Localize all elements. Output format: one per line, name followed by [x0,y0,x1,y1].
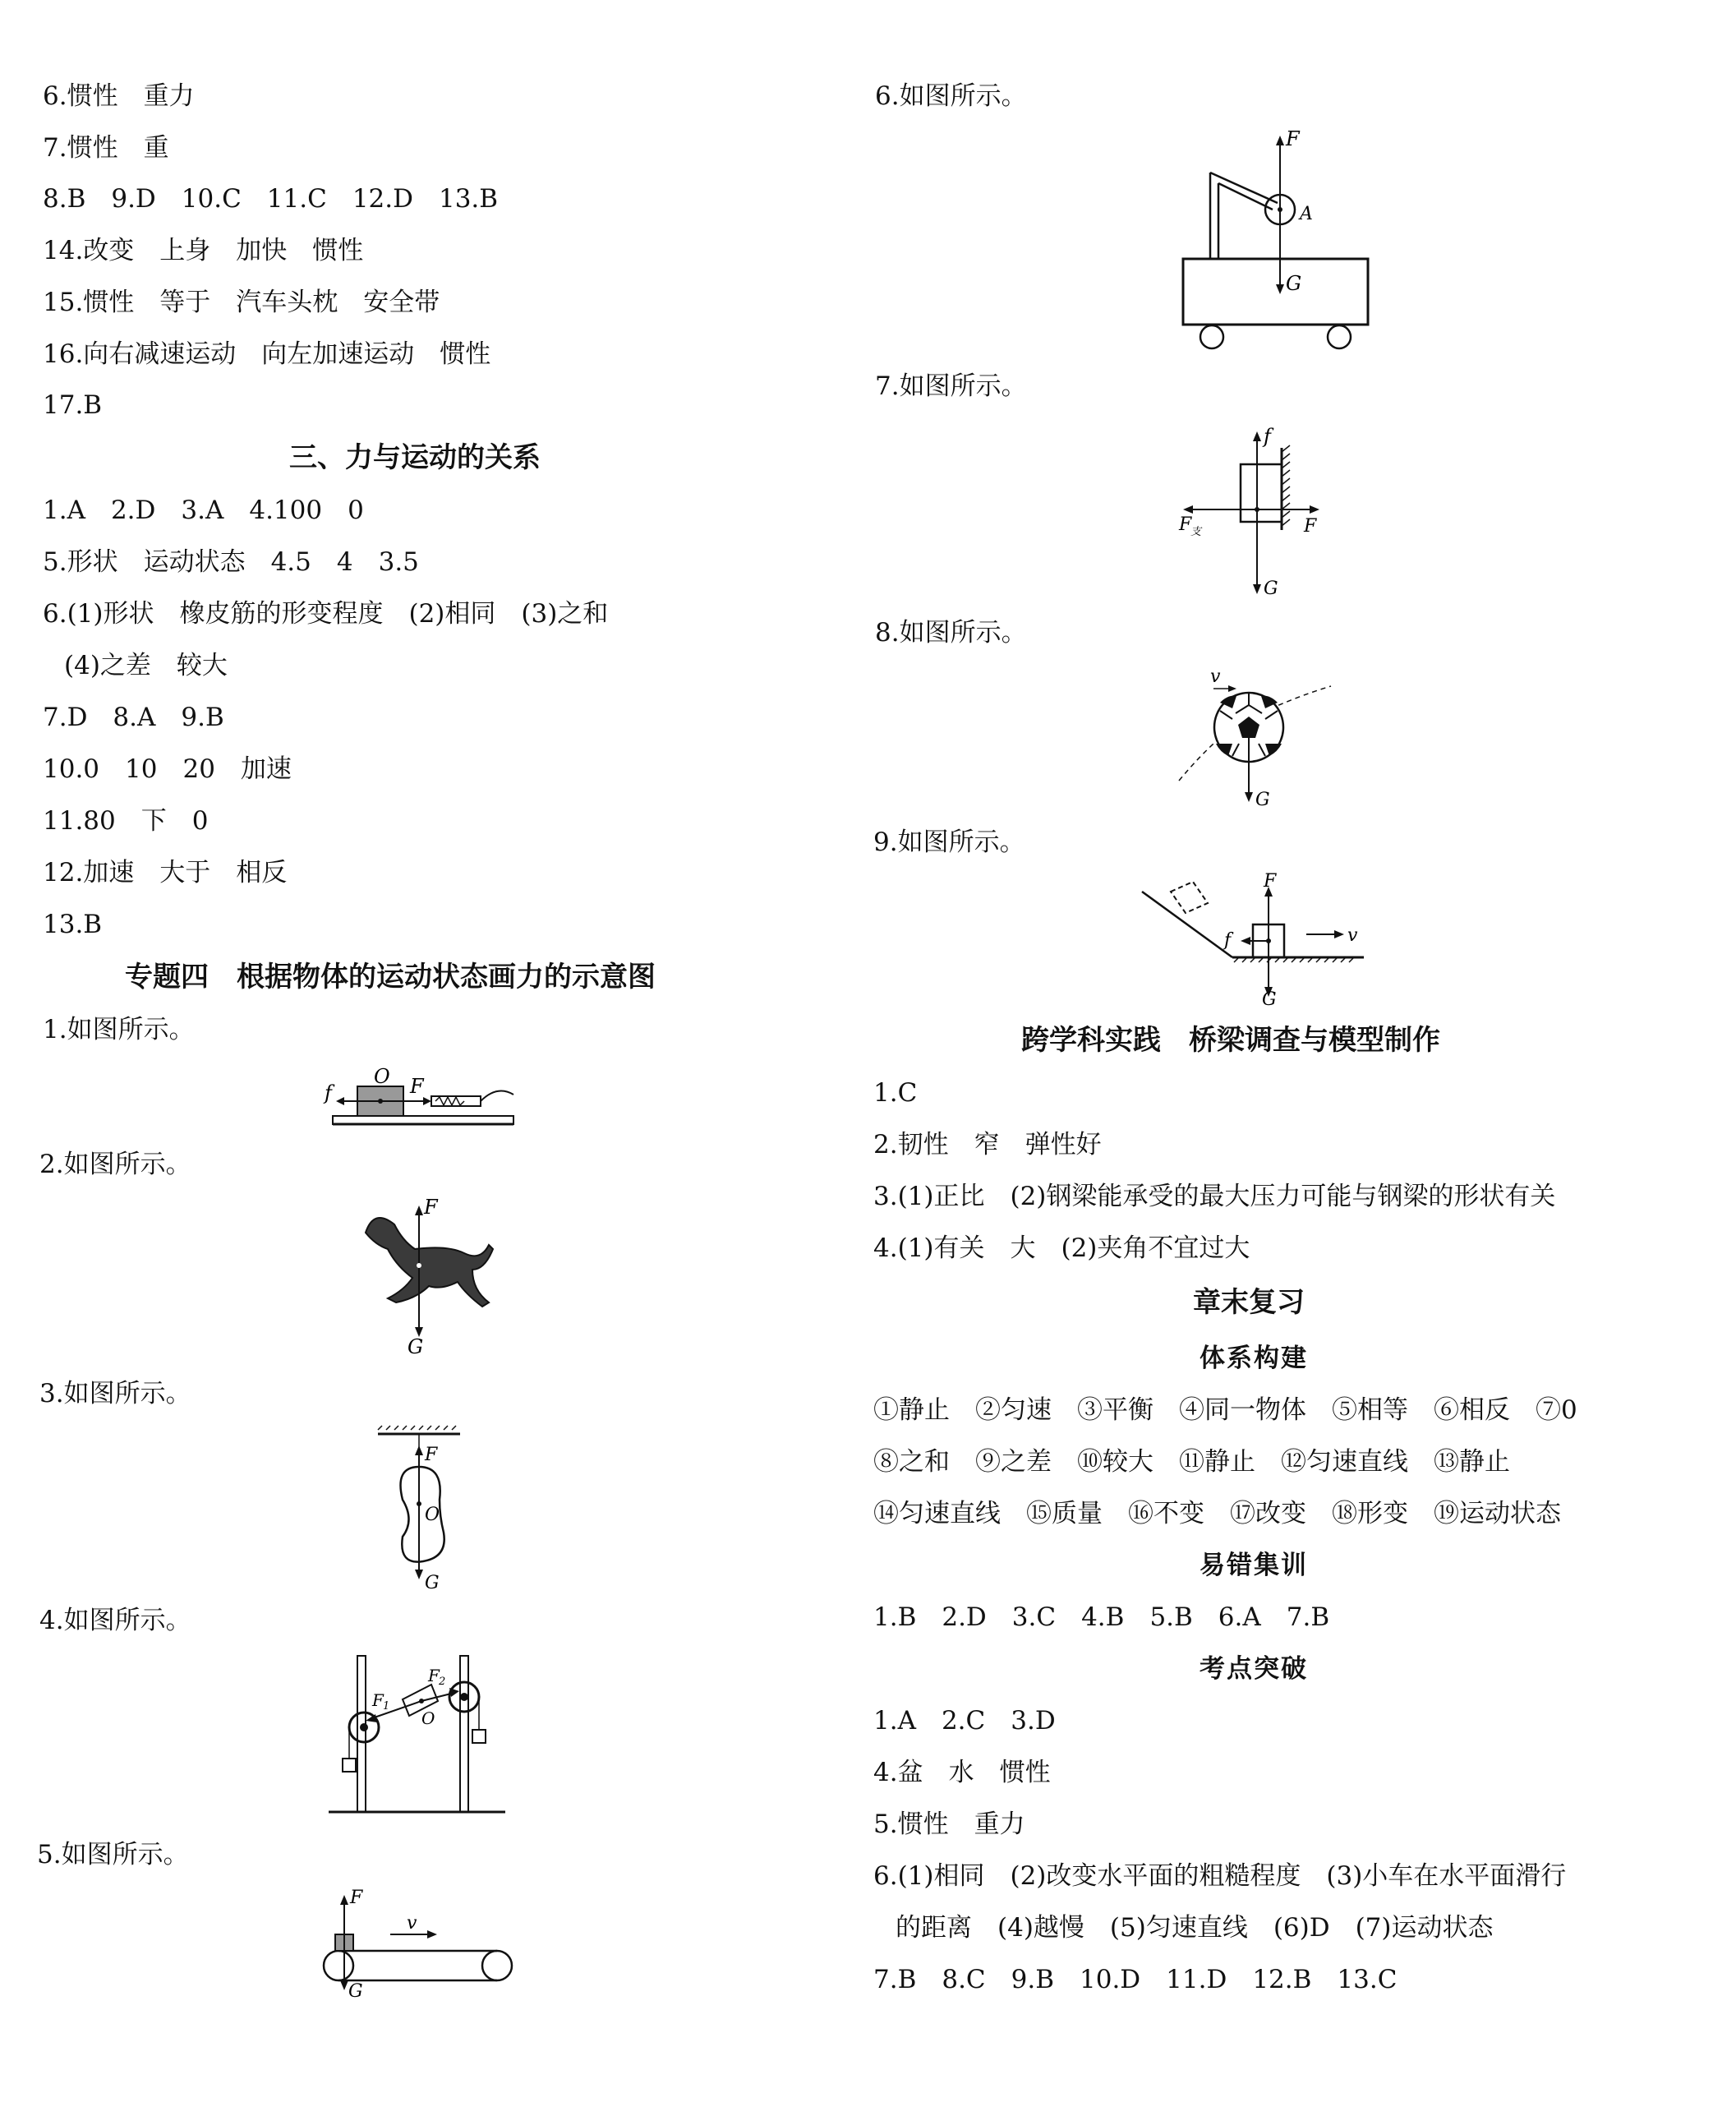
subsection-title: 考点突破 [1200,1654,1308,1684]
label-f: f [1224,930,1232,951]
figure-incline-block [1142,871,1372,1010]
label-f: F [424,1196,438,1219]
subsection-title: 体系构建 [1200,1344,1308,1373]
answer-line: 4.如图所示。 [39,1606,191,1635]
answer-line: 7.D 8.A 9.B [43,703,224,732]
label-o: O [425,1505,440,1525]
label-g: G [425,1573,440,1593]
answer-line: 6.如图所示。 [875,81,1027,111]
answer-line: 3.如图所示。 [39,1379,191,1408]
answer-line: 3.(1)正比 (2)钢梁能承受的最大压力可能与钢梁的形状有关 [873,1182,1556,1211]
answer-line: 6.(1)相同 (2)改变水平面的粗糙程度 (3)小车在水平面滑行 [873,1861,1567,1891]
answer-line: 10.0 10 20 加速 [43,754,292,784]
answer-line: 6.惯性 重力 [43,81,195,111]
topic-title: 专题四 根据物体的运动状态画力的示意图 [125,961,656,993]
label-fzhi: F [1179,514,1192,535]
figure-block-spring [325,1060,522,1126]
label-f: F [1286,127,1300,150]
figure-galloping-horse [337,1196,501,1356]
answer-line: 2.如图所示。 [39,1150,191,1179]
answer-line: 7.惯性 重 [43,133,169,163]
answer-line: 1.如图所示。 [43,1015,195,1044]
answer-line: 5.惯性 重力 [873,1809,1025,1839]
answer-line: 4.盆 水 惯性 [873,1758,1051,1787]
label-f: F [1304,516,1317,537]
answer-line: 9.如图所示。 [873,827,1025,857]
svg-text:2: 2 [439,1676,446,1688]
label-o: O [421,1708,435,1728]
label-v: v [1210,666,1221,687]
figure-hanging-plate [374,1426,472,1593]
label-v: v [407,1913,417,1934]
answer-line: (4)之差 较大 [64,651,228,680]
answer-line: 16.向右减速运动 向左加速运动 惯性 [43,339,491,369]
answer-line: 15.惯性 等于 汽车头枕 安全带 [43,288,440,317]
figure-cart-ball [1171,127,1372,353]
answer-line: 7.B 8.C 9.B 10.D 11.D 12.B 13.C [873,1965,1398,1994]
svg-text:1: 1 [383,1700,390,1713]
label-f: F [1264,871,1277,892]
answer-line: 2.韧性 窄 弹性好 [873,1130,1102,1159]
figure-soccer-ball [1171,666,1335,809]
answer-line: 12.加速 大于 相反 [43,858,288,887]
answer-line: 1.A 2.C 3.D [873,1706,1056,1736]
answer-line: 11.80 下 0 [43,806,209,836]
answer-line: 4.(1)有关 大 (2)夹角不宜过大 [873,1233,1250,1263]
answer-line: ⑧之和 ⑨之差 ⑩较大 ⑪静止 ⑫匀速直线 ⑬静止 [873,1447,1510,1477]
label-g: G [1286,272,1302,295]
figure-conveyor-belt [320,1883,518,2002]
subsection-title: 易错集训 [1200,1551,1308,1580]
section-title: 三、力与运动的关系 [289,441,541,474]
label-a: A [1300,204,1313,224]
answer-line: ①静止 ②匀速 ③平衡 ④同一物体 ⑤相等 ⑥相反 ⑦0 [873,1395,1577,1425]
figure-block-wall [1175,423,1327,600]
answer-line: 17.B [43,390,103,420]
answer-line: 6.(1)形状 橡皮筋的形变程度 (2)相同 (3)之和 [43,599,609,629]
section-title: 章末复习 [1193,1286,1305,1319]
label-f: F [410,1075,424,1098]
section-title: 跨学科实践 桥梁调查与模型制作 [1021,1024,1440,1057]
label-o: O [374,1065,390,1088]
answer-line: 14.改变 上身 加快 惯性 [43,236,364,265]
answer-line: 1.C [873,1078,918,1108]
answer-line: 7.如图所示。 [875,371,1027,401]
answer-line: ⑭匀速直线 ⑮质量 ⑯不变 ⑰改变 ⑱形变 ⑲运动状态 [873,1499,1561,1528]
figure-pulleys-card [325,1652,509,1816]
answer-line: 1.A 2.D 3.A 4.100 0 [43,496,364,525]
label-v: v [1347,925,1358,946]
label-f: f [1264,425,1271,448]
label-g: G [1262,989,1277,1010]
label-g: G [1255,790,1270,810]
answer-line: 1.B 2.D 3.C 4.B 5.B 6.A 7.B [873,1602,1330,1632]
label-f2: F [428,1666,440,1685]
answer-line: 13.B [43,910,103,939]
label-f: f [325,1081,332,1104]
label-g: G [1264,579,1278,599]
answer-line: 5.如图所示。 [37,1840,189,1869]
answer-line: 5.形状 运动状态 4.5 4 3.5 [43,547,419,577]
answer-line: 的距离 (4)越慢 (5)匀速直线 (6)D (7)运动状态 [896,1913,1494,1943]
label-g: G [348,1981,363,2002]
label-f: F [425,1445,438,1465]
svg-text:支: 支 [1190,526,1202,538]
label-f: F [350,1888,363,1908]
label-g: G [408,1335,424,1358]
answer-line: 8.如图所示。 [875,618,1027,648]
label-f1: F [372,1690,384,1710]
answer-line: 8.B 9.D 10.C 11.C 12.D 13.B [43,184,499,214]
